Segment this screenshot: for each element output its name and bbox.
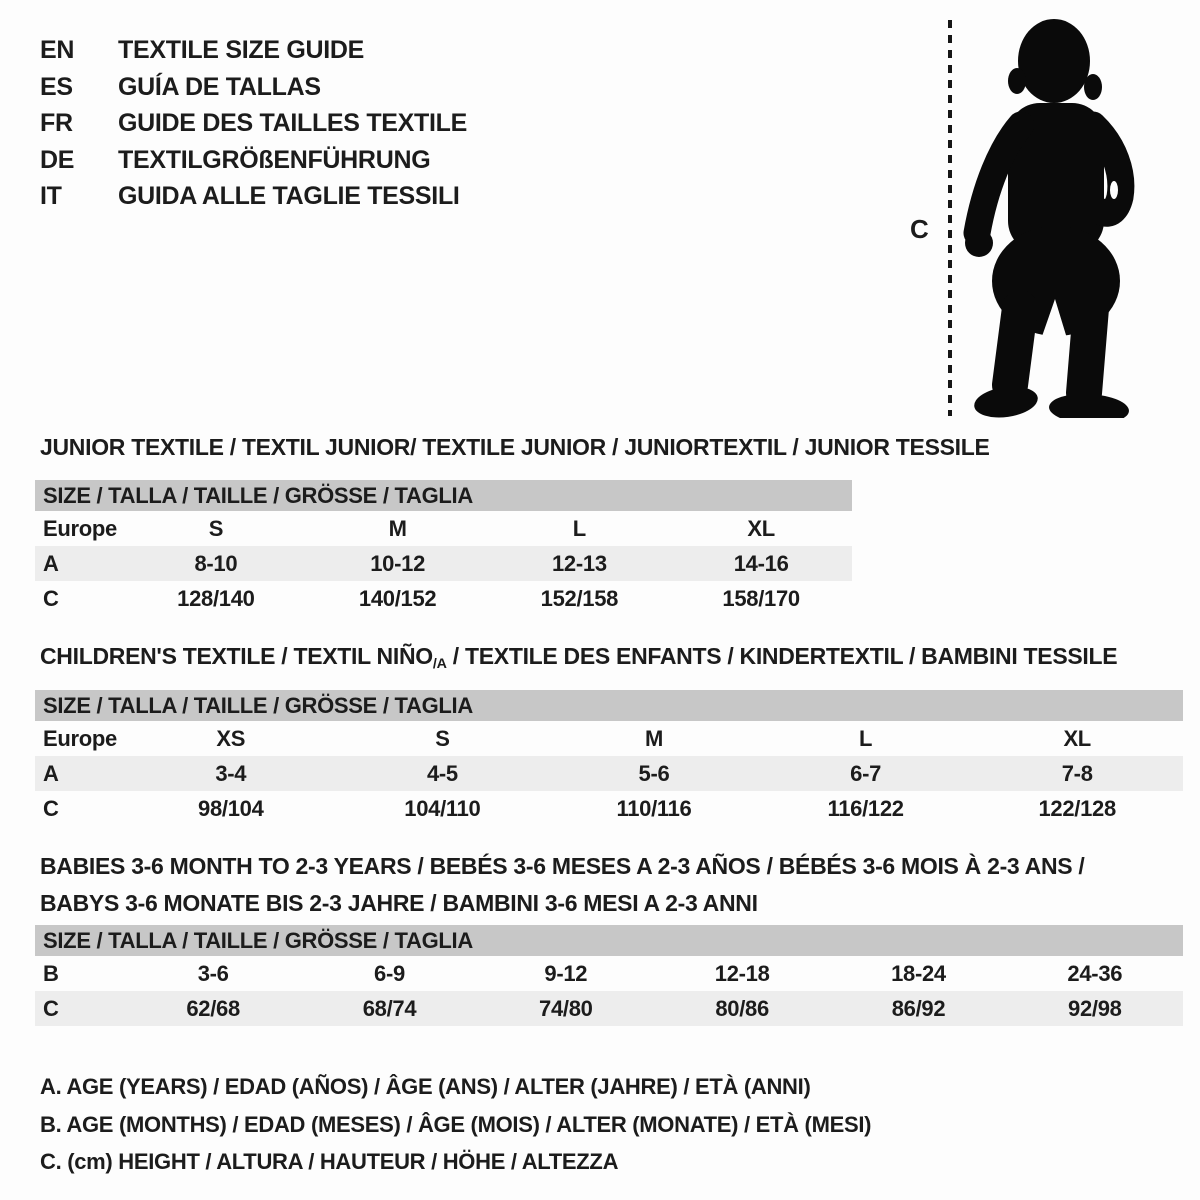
table-cell: M — [388, 516, 407, 541]
table-cell: 6-9 — [374, 961, 405, 986]
row-label: C — [43, 586, 59, 611]
children-title-text: / TEXTILE DES ENFANTS / KINDERTEXTIL / BAMBINI TESSILE — [446, 643, 1118, 669]
language-title: GUIDA ALLE TAGLIE TESSILI — [118, 182, 460, 211]
table-cell: 4-5 — [426, 761, 458, 786]
language-code: FR — [40, 109, 73, 138]
language-row — [40, 178, 467, 215]
babies-section-title — [40, 848, 1085, 922]
table-cell: 68/74 — [362, 996, 417, 1021]
legend-line-b: B. AGE (MONTHS) / EDAD (MESES) / ÂGE (MOIS) / ALTER (MONATE) / ETÀ (MESI) — [40, 1111, 872, 1137]
table-cell: 12-18 — [714, 961, 770, 986]
table-cell: 152/158 — [540, 586, 619, 611]
table-cell: S — [435, 726, 450, 751]
height-dashed-line — [948, 20, 952, 416]
table-cell: M — [644, 726, 663, 751]
table-cell: 7-8 — [1061, 761, 1093, 786]
table-cell: 110/116 — [616, 796, 692, 821]
language-title: TEXTILE SIZE GUIDE — [118, 36, 365, 64]
children-size-table — [35, 690, 1183, 826]
table-cell: 3-6 — [197, 961, 229, 986]
row-label: Europe — [43, 516, 117, 541]
table-row — [35, 721, 1183, 756]
children-title-sub: /A — [432, 655, 447, 672]
table-row — [35, 546, 852, 581]
row-label: A — [43, 551, 59, 576]
table-cell: 18-24 — [891, 961, 946, 986]
table-cell: 9-12 — [544, 961, 588, 986]
table-cell: 158/170 — [722, 586, 800, 611]
babies-title-line1: BABIES 3-6 MONTH TO 2-3 YEARS / BEBÉS 3-6 MESES A 2-3 AÑOS / BÉBÉS 3-6 MOIS À 2-3 ANS / — [40, 853, 1085, 879]
table-row — [35, 991, 1183, 1026]
language-row — [40, 105, 467, 142]
row-label: A — [43, 761, 59, 786]
language-title-block — [40, 32, 467, 215]
table-cell: 122/128 — [1038, 796, 1116, 821]
table-cell: 116/122 — [827, 796, 904, 821]
table-row — [35, 956, 1183, 991]
table-cell: XS — [216, 726, 246, 751]
language-row — [40, 142, 467, 179]
table-cell: L — [572, 516, 586, 541]
table-cell: 6-7 — [850, 761, 882, 786]
table-cell: 14-16 — [733, 551, 789, 576]
junior-size-table — [35, 480, 852, 616]
row-label: C — [43, 796, 59, 821]
table-cell: 3-4 — [215, 761, 247, 786]
babies-title-line2: BABYS 3-6 MONATE BIS 2-3 JAHRE / BAMBINI 3-6 MESI A 2-3 ANNI — [40, 890, 758, 916]
table-cell: 8-10 — [194, 551, 238, 576]
language-code: DE — [40, 145, 75, 174]
measure-legend — [40, 1068, 871, 1181]
table-row — [35, 581, 852, 616]
language-title: TEXTILGRÖßENFÜHRUNG — [118, 145, 431, 174]
language-row — [40, 32, 467, 69]
table-cell: XL — [747, 516, 775, 541]
table-row — [35, 756, 1183, 791]
row-label: Europe — [43, 726, 117, 751]
height-measure-label: C — [910, 214, 929, 244]
table-cell: 140/152 — [358, 586, 437, 611]
table-cell: 24-36 — [1067, 961, 1123, 986]
children-title-text: CHILDREN'S TEXTILE / TEXTIL NIÑO — [40, 643, 433, 669]
table-cell: S — [208, 516, 224, 541]
table-cell: 12-13 — [551, 551, 607, 576]
table-cell: 5-6 — [638, 761, 670, 786]
table-cell: L — [859, 726, 873, 751]
table-row — [35, 791, 1183, 826]
row-label: C — [43, 996, 59, 1021]
language-code: IT — [40, 182, 62, 211]
table-cell: 86/92 — [891, 996, 946, 1021]
table-cell: 104/110 — [404, 796, 481, 821]
row-label: B — [43, 961, 59, 986]
table-cell: 10-12 — [370, 551, 426, 576]
language-title: GUÍA DE TALLAS — [118, 72, 321, 101]
language-title: GUIDE DES TAILLES TEXTILE — [118, 109, 468, 138]
table-cell: 74/80 — [539, 996, 593, 1021]
table-cell: 80/86 — [715, 996, 769, 1021]
language-code: EN — [40, 36, 75, 64]
legend-line-a: A. AGE (YEARS) / EDAD (AÑOS) / ÂGE (ANS) / ALTER (JAHRE) / ETÀ (ANNI) — [40, 1074, 811, 1099]
language-row — [40, 69, 467, 106]
table-cell: XL — [1063, 726, 1091, 751]
legend-line-c: C. (cm) HEIGHT / ALTURA / HAUTEUR / HÖHE / ALTEZZA — [40, 1149, 619, 1174]
size-header-bar: SIZE / TALLA / TAILLE / GRÖSSE / TAGLIA — [35, 925, 1183, 956]
table-cell: 92/98 — [1068, 996, 1122, 1021]
table-cell: 62/68 — [186, 996, 240, 1021]
size-header-bar: SIZE / TALLA / TAILLE / GRÖSSE / TAGLIA — [35, 690, 1183, 721]
children-section-title — [40, 642, 1117, 678]
toddler-silhouette-icon — [963, 13, 1138, 418]
babies-size-table — [35, 925, 1183, 1026]
table-cell: 98/104 — [198, 796, 264, 821]
size-header-bar: SIZE / TALLA / TAILLE / GRÖSSE / TAGLIA — [35, 480, 852, 511]
junior-section-title: JUNIOR TEXTILE / TEXTIL JUNIOR/ TEXTILE JUNIOR / JUNIORTEXTIL / JUNIOR TESSILE — [40, 434, 990, 460]
language-code: ES — [40, 72, 73, 101]
table-cell: 128/140 — [177, 586, 255, 611]
table-row — [35, 511, 852, 546]
